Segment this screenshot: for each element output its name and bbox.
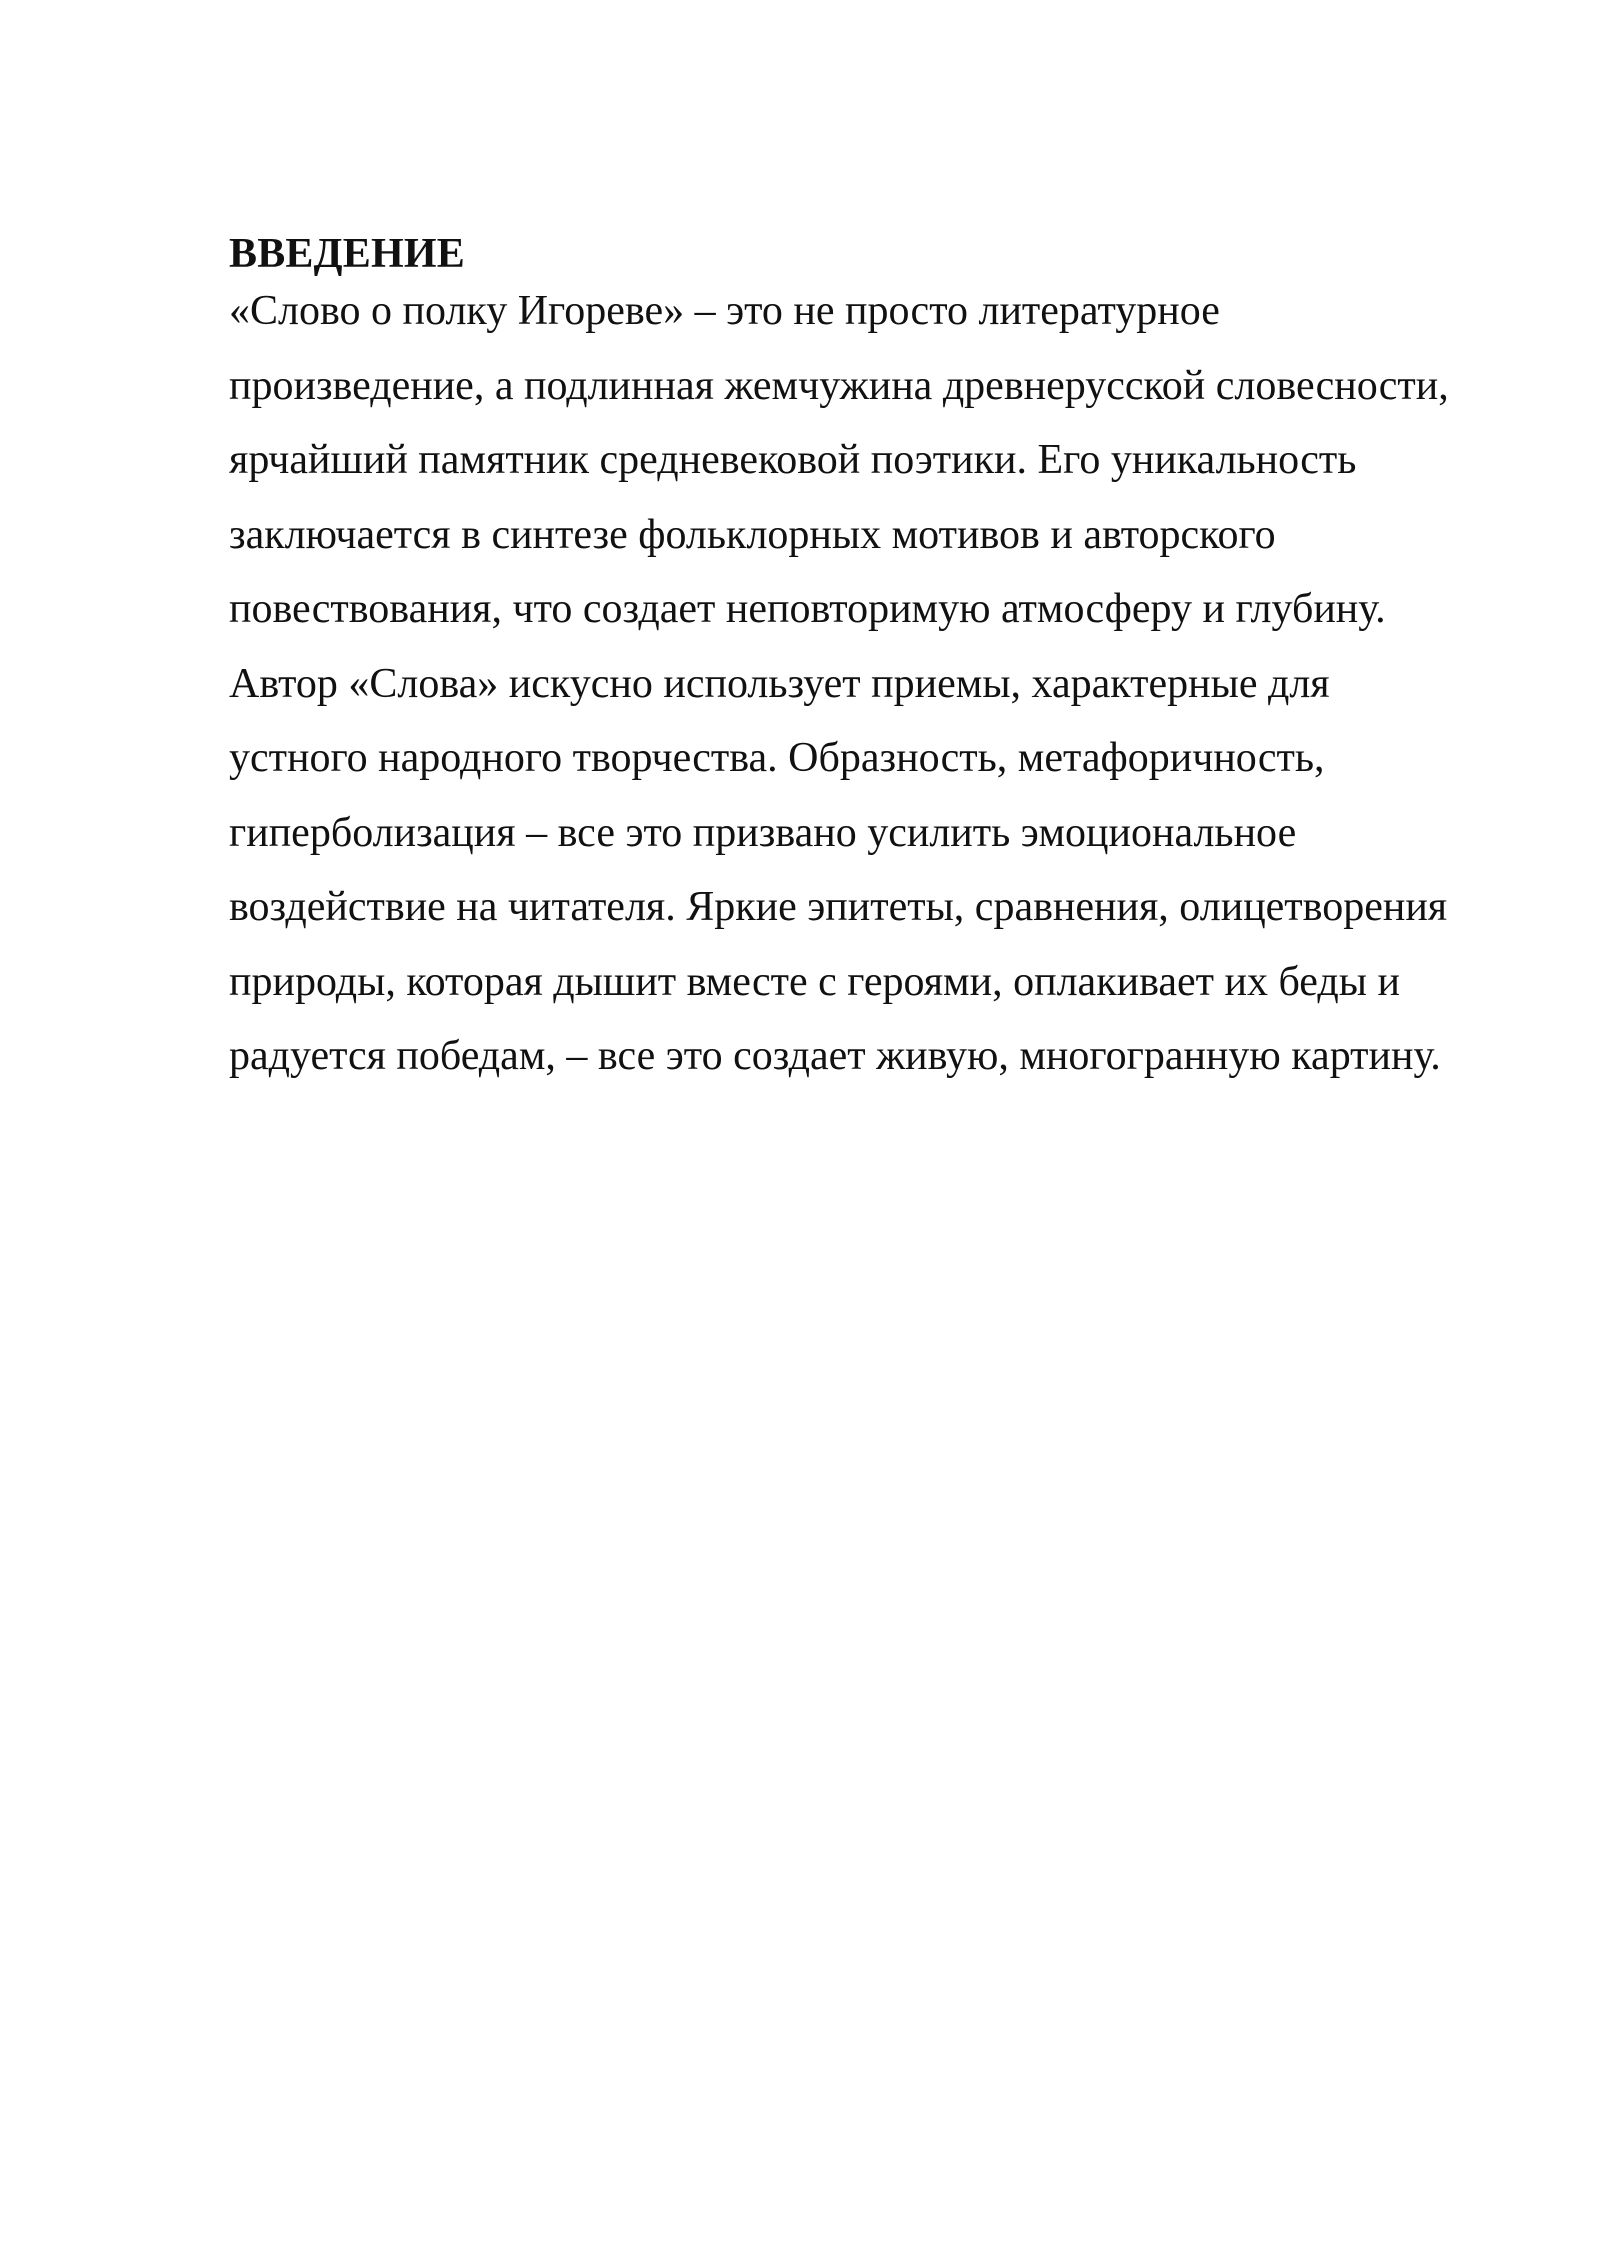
paragraph-line: заключается в синтезе фольклорных мотивов и авторского (229, 511, 1276, 558)
paragraph-line: воздействие на читателя. Яркие эпитеты, сравнения, олицетворения (229, 884, 1448, 930)
paragraph-line: ярчайший памятник средневековой поэтики. Его уникальность (229, 437, 1357, 483)
paragraph-line: радуется победам, – все это создает живую, многогранную картину. (229, 1033, 1441, 1079)
paragraph-line: устного народного творчества. Образность, метафоричность, (229, 735, 1325, 781)
paragraph-line: произведение, а подлинная жемчужина древнерусской словесности, (229, 362, 1449, 409)
paragraph-line: повествования, что создает неповторимую атмосферу и глубину. (229, 586, 1386, 632)
section-heading: ВВЕДЕНИЕ (229, 231, 465, 277)
paragraph (229, 274, 1529, 1094)
paragraph-line: Автор «Слова» искусно использует приемы, характерные для (229, 660, 1330, 707)
document-body (229, 226, 1529, 1094)
paragraph-line: «Слово о полку Игореве» – это не просто литературное (229, 288, 1220, 334)
paragraph-line: гиперболизация – все это призвано усилить эмоциональное (229, 809, 1297, 856)
paragraph-line: природы, которая дышит вместе с героями, оплакивает их беды и (229, 958, 1400, 1005)
